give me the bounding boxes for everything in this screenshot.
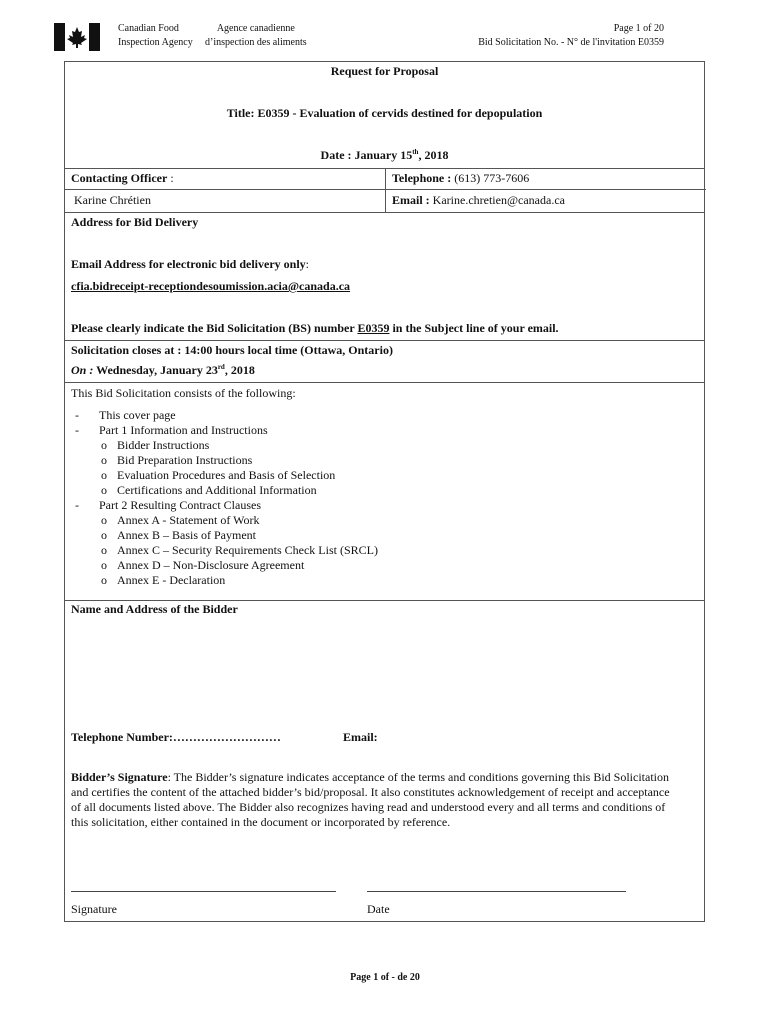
contents-item-text: This cover page: [99, 408, 176, 422]
circle-bullet: o: [101, 438, 107, 452]
bidder-email-label: Email:: [343, 730, 378, 744]
signature-label: Signature: [71, 902, 117, 916]
closing-time: Solicitation closes at : 14:00 hours local time (Ottawa, Ontario): [71, 343, 393, 357]
contents-item-text: Annex A - Statement of Work: [117, 513, 260, 527]
circle-bullet: o: [101, 573, 107, 587]
agency-name-en: Canadian Food Inspection Agency: [118, 23, 193, 48]
circle-bullet: o: [101, 513, 107, 527]
rfp-heading: Request for Proposal: [330, 64, 439, 78]
circle-bullet: o: [101, 468, 107, 482]
circle-bullet: o: [101, 483, 107, 497]
divider: [385, 189, 706, 190]
bidder-telephone-label: Telephone Number:………………………: [71, 730, 281, 744]
divider: [65, 600, 704, 601]
contents-item-text: Bid Preparation Instructions: [117, 453, 253, 467]
circle-bullet: o: [101, 528, 107, 542]
electronic-delivery-label: Email Address for electronic bid delivery only:: [71, 257, 310, 271]
bid-delivery-email-link[interactable]: cfia.bidreceipt-receptiondesoumission.acia@canada.ca: [71, 279, 351, 293]
divider: [65, 340, 704, 341]
date-line: [367, 891, 626, 892]
page-info: [478, 22, 664, 50]
dash-bullet: -: [75, 408, 79, 422]
solicitation-number: Bid Solicitation No. - N° de l'invitation E0359: [478, 37, 664, 48]
bidder-signature-statement: Bidder’s Signature: The Bidder’s signature indicates acceptance of the terms and conditions governing this Bid Solicitation and certifies the content of the attached bidder’s bid/proposal. It also constitutes acknowledgement of receipt and acceptance of all documents listed above. The Bidder also recognizes having read and understood every and all terms and conditions of this solicitation, either contained in the document or incorporated by reference.: [71, 770, 670, 829]
page-count: Page 1 of 20: [613, 23, 664, 34]
divider: [385, 168, 386, 213]
date-label: Date: [367, 902, 390, 916]
contents-item-text: Annex D – Non-Disclosure Agreement: [117, 558, 305, 572]
contents-item-text: Bidder Instructions: [117, 438, 210, 452]
closing-date: On : Wednesday, January 23rd, 2018: [71, 363, 255, 377]
contents-intro: This Bid Solicitation consists of the following:: [71, 386, 296, 400]
contents-item-text: Part 1 Information and Instructions: [99, 423, 268, 437]
contents-item-text: Annex C – Security Requirements Check List (SRCL): [117, 543, 378, 557]
circle-bullet: o: [101, 453, 107, 467]
contents-item-text: Annex E - Declaration: [117, 573, 226, 587]
contents-item-text: Certifications and Additional Information: [117, 483, 317, 497]
page-footer: Page 1 of - de 20: [350, 972, 420, 983]
telephone-field: Telephone : (613) 773-7606: [392, 171, 530, 185]
dash-bullet: -: [75, 498, 79, 512]
subject-line-instruction: Please clearly indicate the Bid Solicitation (BS) number E0359 in the Subject line of your email.: [71, 321, 559, 335]
rfp-form: [64, 61, 705, 922]
divider: [65, 189, 385, 190]
rfp-title: Title: E0359 - Evaluation of cervids destined for depopulation: [226, 106, 543, 120]
signature-line: [71, 891, 336, 892]
circle-bullet: o: [101, 543, 107, 557]
rfp-date: Date : January 15th, 2018: [320, 148, 449, 162]
bid-delivery-heading: Address for Bid Delivery: [71, 215, 199, 229]
contents-item-text: Evaluation Procedures and Basis of Selection: [117, 468, 336, 482]
canada-flag-icon: [54, 23, 100, 51]
agency-name-fr: Agence canadienne d’inspection des aliments: [205, 23, 307, 48]
contacting-officer-name: Karine Chrétien: [74, 193, 151, 207]
divider: [65, 382, 704, 383]
document-header: [0, 0, 770, 60]
contacting-officer-label: Contacting Officer :: [71, 171, 174, 185]
contents-item-text: Annex B – Basis of Payment: [117, 528, 256, 542]
email-field: Email : Karine.chretien@canada.ca: [392, 193, 565, 207]
contents-item-text: Part 2 Resulting Contract Clauses: [99, 498, 261, 512]
divider: [65, 212, 704, 213]
bidder-heading: Name and Address of the Bidder: [71, 602, 238, 616]
circle-bullet: o: [101, 558, 107, 572]
dash-bullet: -: [75, 423, 79, 437]
